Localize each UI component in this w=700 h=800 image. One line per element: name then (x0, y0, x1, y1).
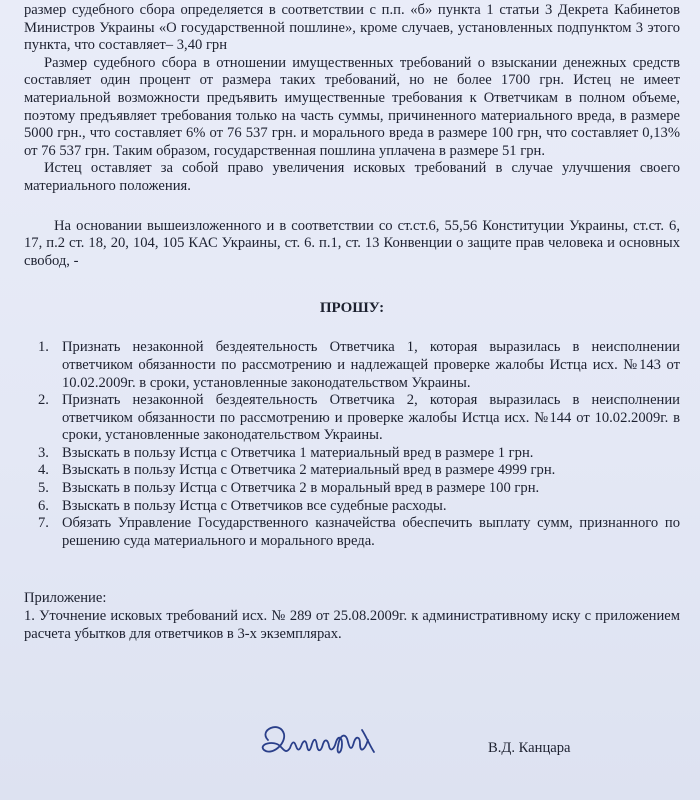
claim-item: 3. Взыскать в пользу Истца с Ответчика 1 материальный вред в размере 1 грн. (38, 444, 534, 461)
claim-item: 5. Взыскать в пользу Истца с Ответчика 2 в моральный вред в размере 100 грн. (38, 480, 540, 497)
claim-item: 7. Обязать Управление Государственного казначейства обеспечить выплату сумм, признанного по решению суда материального и морального вреда. (38, 515, 680, 549)
paragraph-legal-basis: На основании вышеизложенного и в соответствии со ст.ст.6, 55,56 Конституции Украины, ст.ст. 6, 17, п.2 ст. 18, 20, 104, 105 КАС Украины, ст. 6. п.1, ст. 13 Конвенции о защите прав человека и основных свобод, - (24, 217, 680, 269)
attachment-title: Приложение: (24, 590, 107, 607)
handwritten-signature (250, 710, 410, 770)
request-heading: ПРОШУ: (319, 300, 385, 317)
claims-list (24, 339, 680, 550)
claim-item: 2. Признать незаконной бездеятельность Ответчика 2, которая выразилась в неисполнении ответчиком обязанности по рассмотрению и проверке жалобы Истца исх. №144 от 10.02.2009г. в сроки, установленные законодательством Украины. (38, 392, 680, 444)
paragraph-reservation-of-rights: Истец оставляет за собой право увеличения исковых требований в случае улучшения своего материального положения. (24, 160, 680, 194)
signer-name: В.Д. Канцара (488, 740, 571, 756)
paragraph-court-fee: размер судебного сбора определяется в соответствии с п.п. «б» пункта 1 статьи 3 Декрета Кабинетов Министров Украины «О государственной пошлине», кроме случаев, установленных подпунктом 3 этого пункта, что составляет– 3,40 грн (24, 2, 680, 54)
attachment-item: 1. Уточнение исковых требований исх. № 289 от 25.08.2009г. к административному иску с приложением расчета убытков для ответчиков в 3-х экземплярах. (24, 608, 680, 642)
claim-item: 6. Взыскать в пользу Истца с Ответчиков все судебные расходы. (38, 497, 447, 514)
claim-item: 1. Признать незаконной бездеятельность Ответчика 1, которая выразилась в неисполнении ответчиком обязанности по рассмотрению и надлежащей проверке жалобы Истца исх. №143 от 10.02.2009г. в сроки, установленные законодательством Украины. (38, 339, 680, 391)
claim-item: 4. Взыскать в пользу Истца с Ответчика 2 материальный вред в размере 4999 грн. (38, 462, 556, 479)
signature-block (0, 710, 700, 780)
paragraph-fee-calculation: Размер судебного сбора в отношении имущественных требований о взыскании денежных средств составляет один процент от размера таких требований, но не более 1700 грн. Истец не имеет материальной возможности предъявить имущественные требования к Ответчикам в полном объеме, поэтому предъявляет требования только на часть суммы, причиненного материального вреда, в размере 5000 грн., что составляет 6% от 76 537 грн. и морального вреда в размере 100 грн, что составляет 0,13% от 76 537 грн. Таким образом, государственная пошлина уплачена в размере 51 грн. (24, 54, 680, 159)
